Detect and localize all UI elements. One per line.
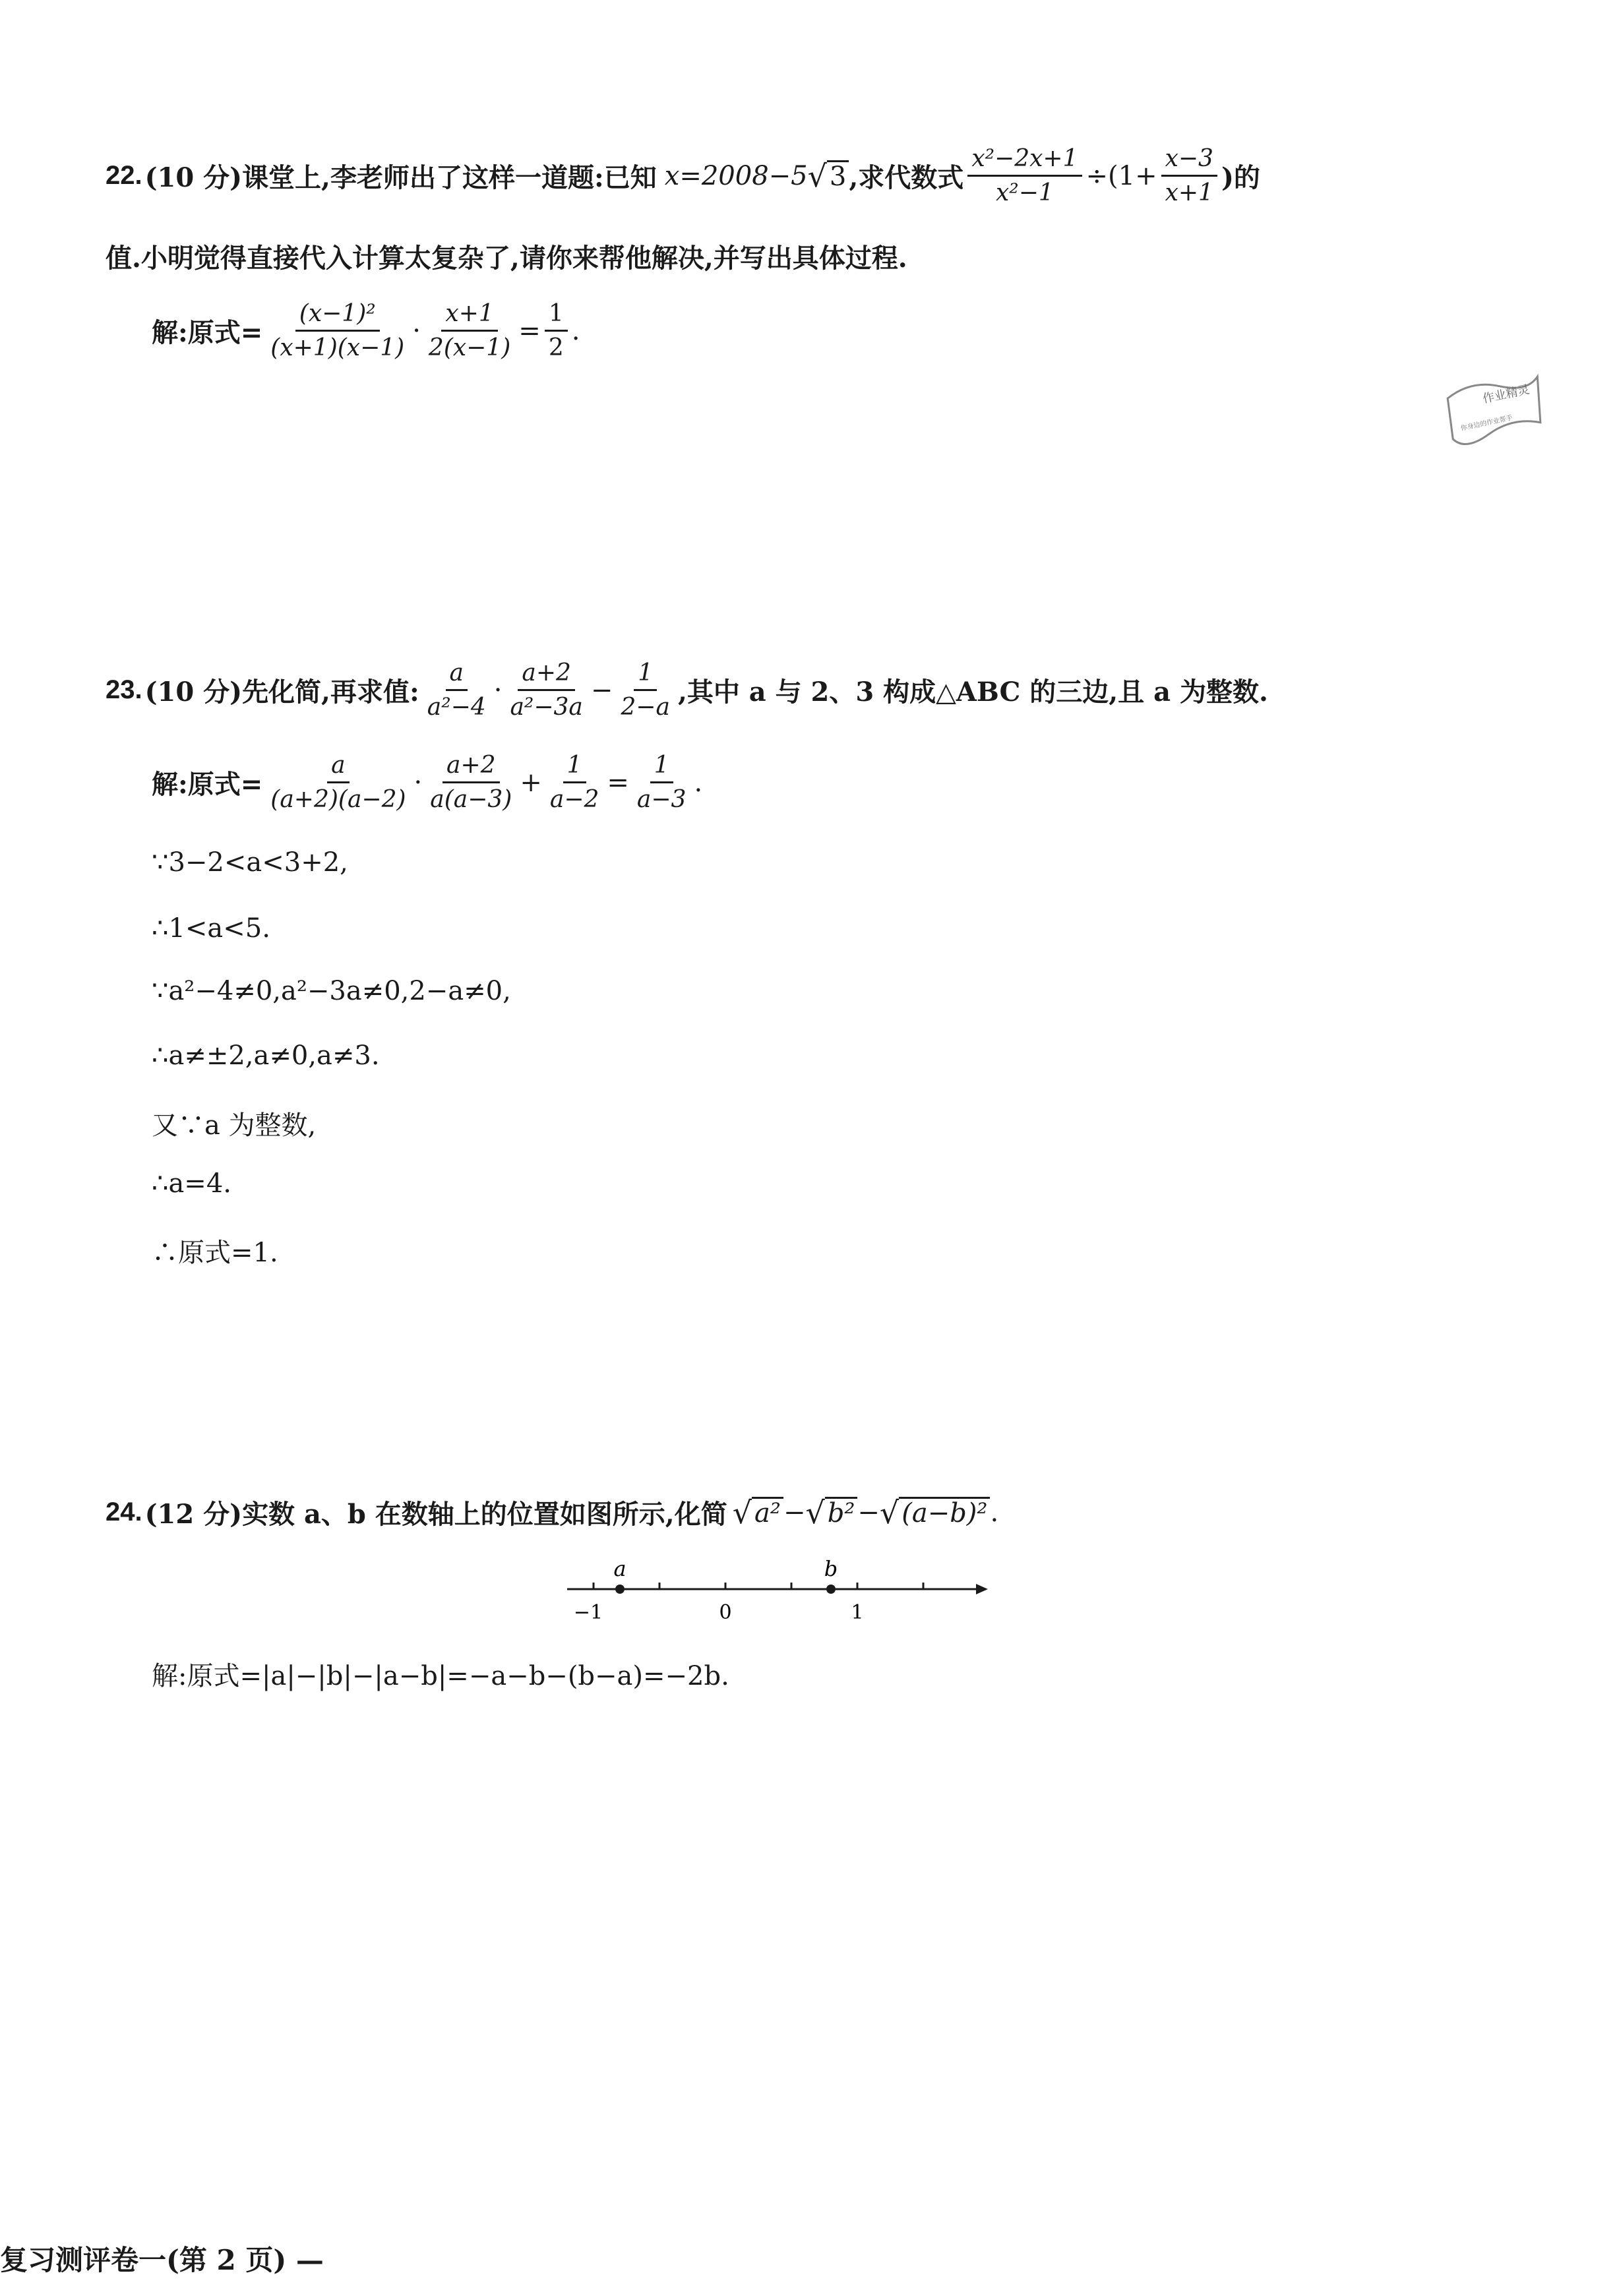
q22-sol-prefix: 解:原式= bbox=[152, 317, 263, 349]
number-line bbox=[561, 1556, 989, 1629]
q23-s-f4-num: 1 bbox=[650, 752, 673, 783]
q22-div-open: ÷(1+ bbox=[1085, 160, 1157, 191]
q23-step: 又∵a 为整数, bbox=[152, 1110, 317, 1141]
q23-score: (10 分) bbox=[144, 677, 243, 708]
q23-s-f3-num: 1 bbox=[563, 752, 586, 783]
q23-f2-den: a²−3a bbox=[510, 694, 583, 721]
arrow-head-icon bbox=[976, 1584, 988, 1594]
q23-text-a: 先化简,再求值: bbox=[242, 677, 419, 708]
q23-f3-num: 1 bbox=[634, 659, 657, 691]
q22-solution bbox=[152, 300, 580, 362]
q22-sol-fraction-3 bbox=[545, 300, 568, 362]
q24-sqrt-1 bbox=[733, 1497, 783, 1528]
q23-solution bbox=[152, 752, 702, 814]
point-b-label: b bbox=[824, 1556, 838, 1581]
q23-sol-fraction-2 bbox=[426, 752, 516, 814]
q23-fraction-1 bbox=[423, 659, 490, 721]
q22-s-f3-den: 2 bbox=[548, 334, 564, 362]
q23-text-b: ,其中 a 与 2、3 构成△ABC 的三边,且 a 为整数. bbox=[677, 677, 1268, 708]
q23-step: ∵3−2<a<3+2, bbox=[152, 847, 348, 878]
q23-line1 bbox=[106, 659, 1268, 721]
q23-s-f1-num: a bbox=[327, 752, 349, 783]
q23-fraction-2 bbox=[506, 659, 586, 721]
q24-r2: b² bbox=[825, 1497, 858, 1528]
q23-step: ∵a²−4≠0,a²−3a≠0,2−a≠0, bbox=[152, 976, 511, 1006]
q23-f3-den: 2−a bbox=[621, 694, 670, 721]
q23-s-f1-den: (a+2)(a−2) bbox=[270, 786, 406, 814]
svg-text:你身边的作业帮手: 你身边的作业帮手 bbox=[1460, 414, 1513, 433]
q22-s-f2-den: 2(x−1) bbox=[428, 334, 511, 362]
q23-sol-prefix: 解:原式= bbox=[152, 769, 263, 801]
tick-label-0: 0 bbox=[719, 1601, 732, 1624]
q24-line1 bbox=[106, 1494, 998, 1531]
q22-f2-den: x+1 bbox=[1165, 179, 1213, 207]
q24-sqrt-2 bbox=[805, 1497, 857, 1528]
point-b-dot bbox=[826, 1585, 836, 1594]
q23-step: ∴1<a<5. bbox=[152, 913, 270, 944]
q23-s-f2-num: a+2 bbox=[443, 752, 500, 783]
q24-sqrt-3 bbox=[880, 1497, 991, 1528]
footer-label: 复习测评卷一(第 2 页) — bbox=[0, 2244, 324, 2276]
q23-s-plus: + bbox=[520, 767, 542, 798]
q22-fraction-1 bbox=[967, 145, 1082, 207]
q24-r1: a² bbox=[752, 1497, 783, 1528]
q23-s-eq: = bbox=[607, 767, 629, 798]
q23-minus: − bbox=[590, 675, 613, 706]
q24-number: 24. bbox=[106, 1497, 142, 1526]
number-line-svg bbox=[561, 1556, 989, 1629]
q24-m2: − bbox=[857, 1497, 880, 1528]
radical-sign-icon: √ bbox=[807, 158, 827, 195]
q22-score: (10 分) bbox=[144, 162, 243, 194]
q24-end: . bbox=[990, 1497, 999, 1528]
q23-s-f2-den: a(a−3) bbox=[430, 786, 512, 814]
tick-label-1: 1 bbox=[851, 1601, 864, 1624]
stamp-logo bbox=[1438, 369, 1550, 448]
q23-f1-den: a²−4 bbox=[427, 694, 486, 721]
q23-s-f3-den: a−2 bbox=[549, 786, 599, 814]
point-a-label: a bbox=[613, 1556, 626, 1581]
radical-sign-icon: √ bbox=[732, 1495, 752, 1530]
q22-sqrt-arg: 3 bbox=[827, 160, 849, 191]
q22-s-eq: = bbox=[518, 315, 541, 346]
q22-text-b: ,求代数式 bbox=[849, 162, 964, 194]
q22-s-f2-num: x+1 bbox=[441, 300, 497, 332]
q23-s-dot: · bbox=[413, 767, 423, 798]
q22-s-f1-den: (x+1)(x−1) bbox=[270, 334, 405, 362]
tick-label-neg1: −1 bbox=[573, 1601, 603, 1624]
q22-s-f1-num: (x−1)² bbox=[295, 300, 380, 332]
q23-step: ∴a≠±2,a≠0,a≠3. bbox=[152, 1041, 380, 1071]
q22-close: )的 bbox=[1221, 162, 1260, 194]
q23-s-end: . bbox=[694, 767, 703, 798]
q22-f1-num: x²−2x+1 bbox=[967, 145, 1082, 177]
q23-f2-num: a+2 bbox=[518, 659, 575, 691]
q22-s-end: . bbox=[571, 315, 580, 346]
q22-sol-fraction-1 bbox=[266, 300, 408, 362]
q23-number: 23. bbox=[106, 675, 142, 705]
q23-sol-fraction-3 bbox=[546, 752, 603, 814]
q22-line1 bbox=[106, 145, 1260, 207]
q23-f1-num: a bbox=[446, 659, 468, 691]
q24-r3: (a−b)² bbox=[899, 1497, 990, 1528]
radical-sign-icon: √ bbox=[805, 1495, 825, 1530]
q22-s-dot: · bbox=[412, 315, 421, 346]
point-a-dot bbox=[615, 1585, 625, 1594]
q24-score: (12 分) bbox=[144, 1499, 243, 1530]
q22-s-f3-num: 1 bbox=[545, 300, 568, 332]
q22-sqrt bbox=[807, 158, 849, 195]
svg-text:作业精灵: 作业精灵 bbox=[1481, 382, 1531, 406]
q23-step: ∴原式=1. bbox=[152, 1238, 278, 1268]
q22-number: 22. bbox=[106, 161, 142, 191]
q24-m1: − bbox=[783, 1497, 806, 1528]
stamp-graphic-icon bbox=[1438, 369, 1550, 448]
q22-x-eq: x=2008−5 bbox=[664, 160, 808, 191]
q22-f2-num: x−3 bbox=[1161, 145, 1217, 177]
radical-sign-icon: √ bbox=[879, 1495, 900, 1530]
q24-solution: 解:原式=|a|−|b|−|a−b|=−a−b−(b−a)=−2b. bbox=[152, 1661, 729, 1691]
q23-dot: · bbox=[493, 675, 503, 706]
q24-text-a: 实数 a、b 在数轴上的位置如图所示,化简 bbox=[242, 1499, 727, 1530]
q22-fraction-2 bbox=[1161, 145, 1217, 207]
q23-fraction-3 bbox=[617, 659, 674, 721]
q23-sol-fraction-4 bbox=[633, 752, 690, 814]
q23-step: ∴a=4. bbox=[152, 1168, 231, 1199]
q22-text-a: 课堂上,李老师出了这样一道题:已知 bbox=[242, 162, 657, 194]
q22-line2: 值.小明觉得直接代入计算太复杂了,请你来帮他解决,并写出具体过程. bbox=[106, 243, 907, 274]
q23-s-f4-den: a−3 bbox=[636, 786, 687, 814]
q22-sol-fraction-2 bbox=[425, 300, 514, 362]
q23-sol-fraction-1 bbox=[266, 752, 410, 814]
q22-f1-den: x²−1 bbox=[996, 179, 1054, 207]
